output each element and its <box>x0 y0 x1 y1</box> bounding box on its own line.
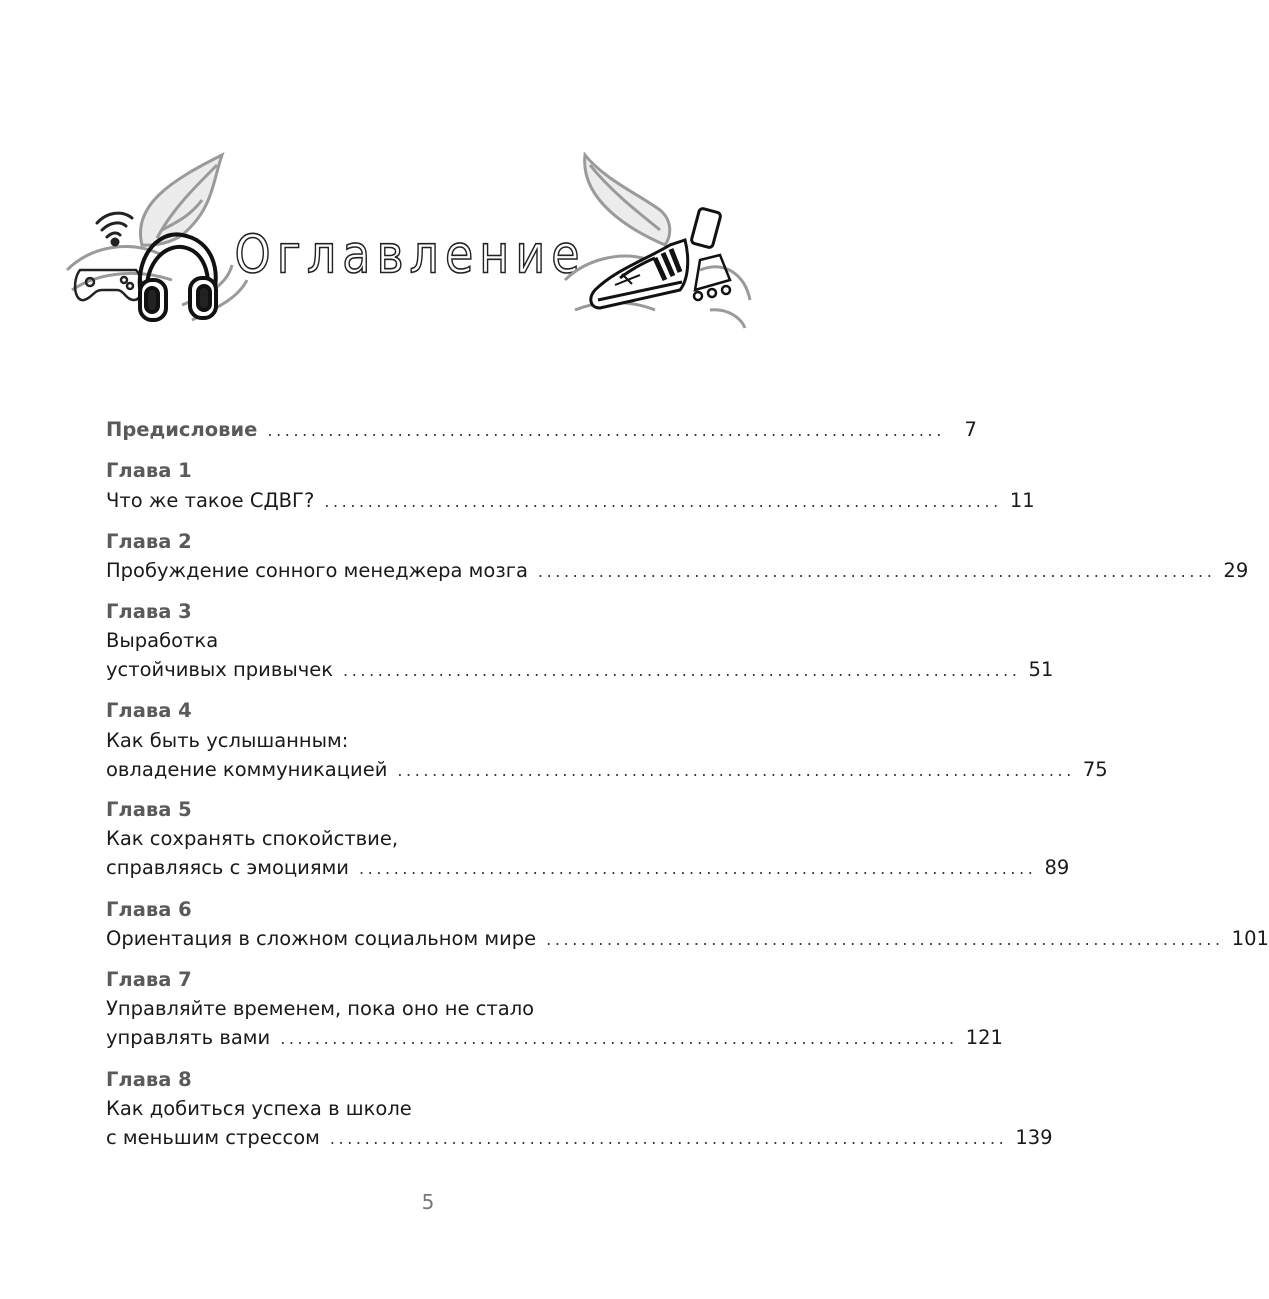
toc-entry-title: устойчивых привычек <box>106 658 334 681</box>
wifi-icon <box>97 213 132 245</box>
chapter-label: Глава 3 <box>106 600 192 623</box>
headphones-icon <box>140 234 216 320</box>
dot-leader: .............................................................................. <box>343 661 1021 680</box>
dot-leader: .............................................................................. <box>324 492 1002 511</box>
toc-page-number: 139 <box>1015 1126 1053 1149</box>
chapter-label: Глава 7 <box>106 968 192 991</box>
toc-entry-line[interactable]: Как добиться успеха в школе <box>106 1097 412 1120</box>
toc-entry-title: с меньшим стрессом <box>106 1126 320 1149</box>
toc-entry-line[interactable]: Как сохранять спокойствие, <box>106 827 399 850</box>
chapter-label: Глава 1 <box>106 459 192 482</box>
toc-entry-title: управлять вами <box>106 1026 271 1049</box>
toc-entry-title: Предисловие <box>106 418 258 441</box>
page-title-text: Оглавление <box>234 223 586 286</box>
toc-entry-chapter-4[interactable] <box>106 755 1108 785</box>
toc-entry-chapter-1[interactable] <box>106 486 1035 516</box>
toc-entry-chapter-2[interactable] <box>106 556 1249 586</box>
dot-leader: .............................................................................. <box>267 421 945 440</box>
toc-entry-title: Ориентация в сложном социальном мире <box>106 927 537 950</box>
chapter-label: Глава 2 <box>106 530 192 553</box>
toc-page-number: 11 <box>1009 489 1035 512</box>
chapter-label: Глава 8 <box>106 1068 192 1091</box>
toc-page-number: 89 <box>1044 856 1070 879</box>
toc-entry-chapter-5[interactable] <box>106 853 1070 883</box>
rollerskate-icon <box>694 255 730 300</box>
left-illustration <box>62 150 252 330</box>
toc-entry-chapter-8[interactable] <box>106 1123 1053 1153</box>
toc-entry-chapter-7[interactable] <box>106 1023 1003 1053</box>
right-illustration <box>560 150 755 330</box>
toc-entry-title: Пробуждение сонного менеджера мозга <box>106 559 528 582</box>
toc-entry-title: Что же такое СДВГ? <box>106 489 315 512</box>
sneaker-icon <box>591 240 688 308</box>
dot-leader: .............................................................................. <box>537 562 1216 581</box>
dot-leader: .............................................................................. <box>280 1029 958 1048</box>
toc-page-number: 51 <box>1028 658 1054 681</box>
dot-leader: .............................................................................. <box>397 761 1075 780</box>
toc-entry-preface[interactable] <box>106 415 977 445</box>
toc-page-number: 101 <box>1231 927 1269 950</box>
toc-entry-chapter-6[interactable] <box>106 924 1269 954</box>
toc-page-number: 75 <box>1082 758 1108 781</box>
dot-leader: .............................................................................. <box>329 1129 1008 1148</box>
page-title <box>234 222 586 286</box>
smartphone-icon <box>691 208 722 248</box>
dot-leader: .............................................................................. <box>546 930 1224 949</box>
toc-page-number: 29 <box>1223 559 1249 582</box>
page-number: 5 <box>421 1190 435 1214</box>
chapter-label: Глава 5 <box>106 798 192 821</box>
toc-entry-line[interactable]: Управляйте временем, пока оно не стало <box>106 997 535 1020</box>
toc-entry-title: овладение коммуникацией <box>106 758 388 781</box>
toc-entry-line[interactable]: Выработка <box>106 629 219 652</box>
toc-page-number: 121 <box>965 1026 1003 1049</box>
toc-entry-chapter-3[interactable] <box>106 655 1054 685</box>
toc-entry-line[interactable]: Как быть услышанным: <box>106 729 349 752</box>
toc-entry-title: справляясь с эмоциями <box>106 856 349 879</box>
toc-page-number: 7 <box>964 418 977 441</box>
chapter-label: Глава 4 <box>106 699 192 722</box>
chapter-label: Глава 6 <box>106 898 192 921</box>
dot-leader: .............................................................................. <box>358 859 1037 878</box>
